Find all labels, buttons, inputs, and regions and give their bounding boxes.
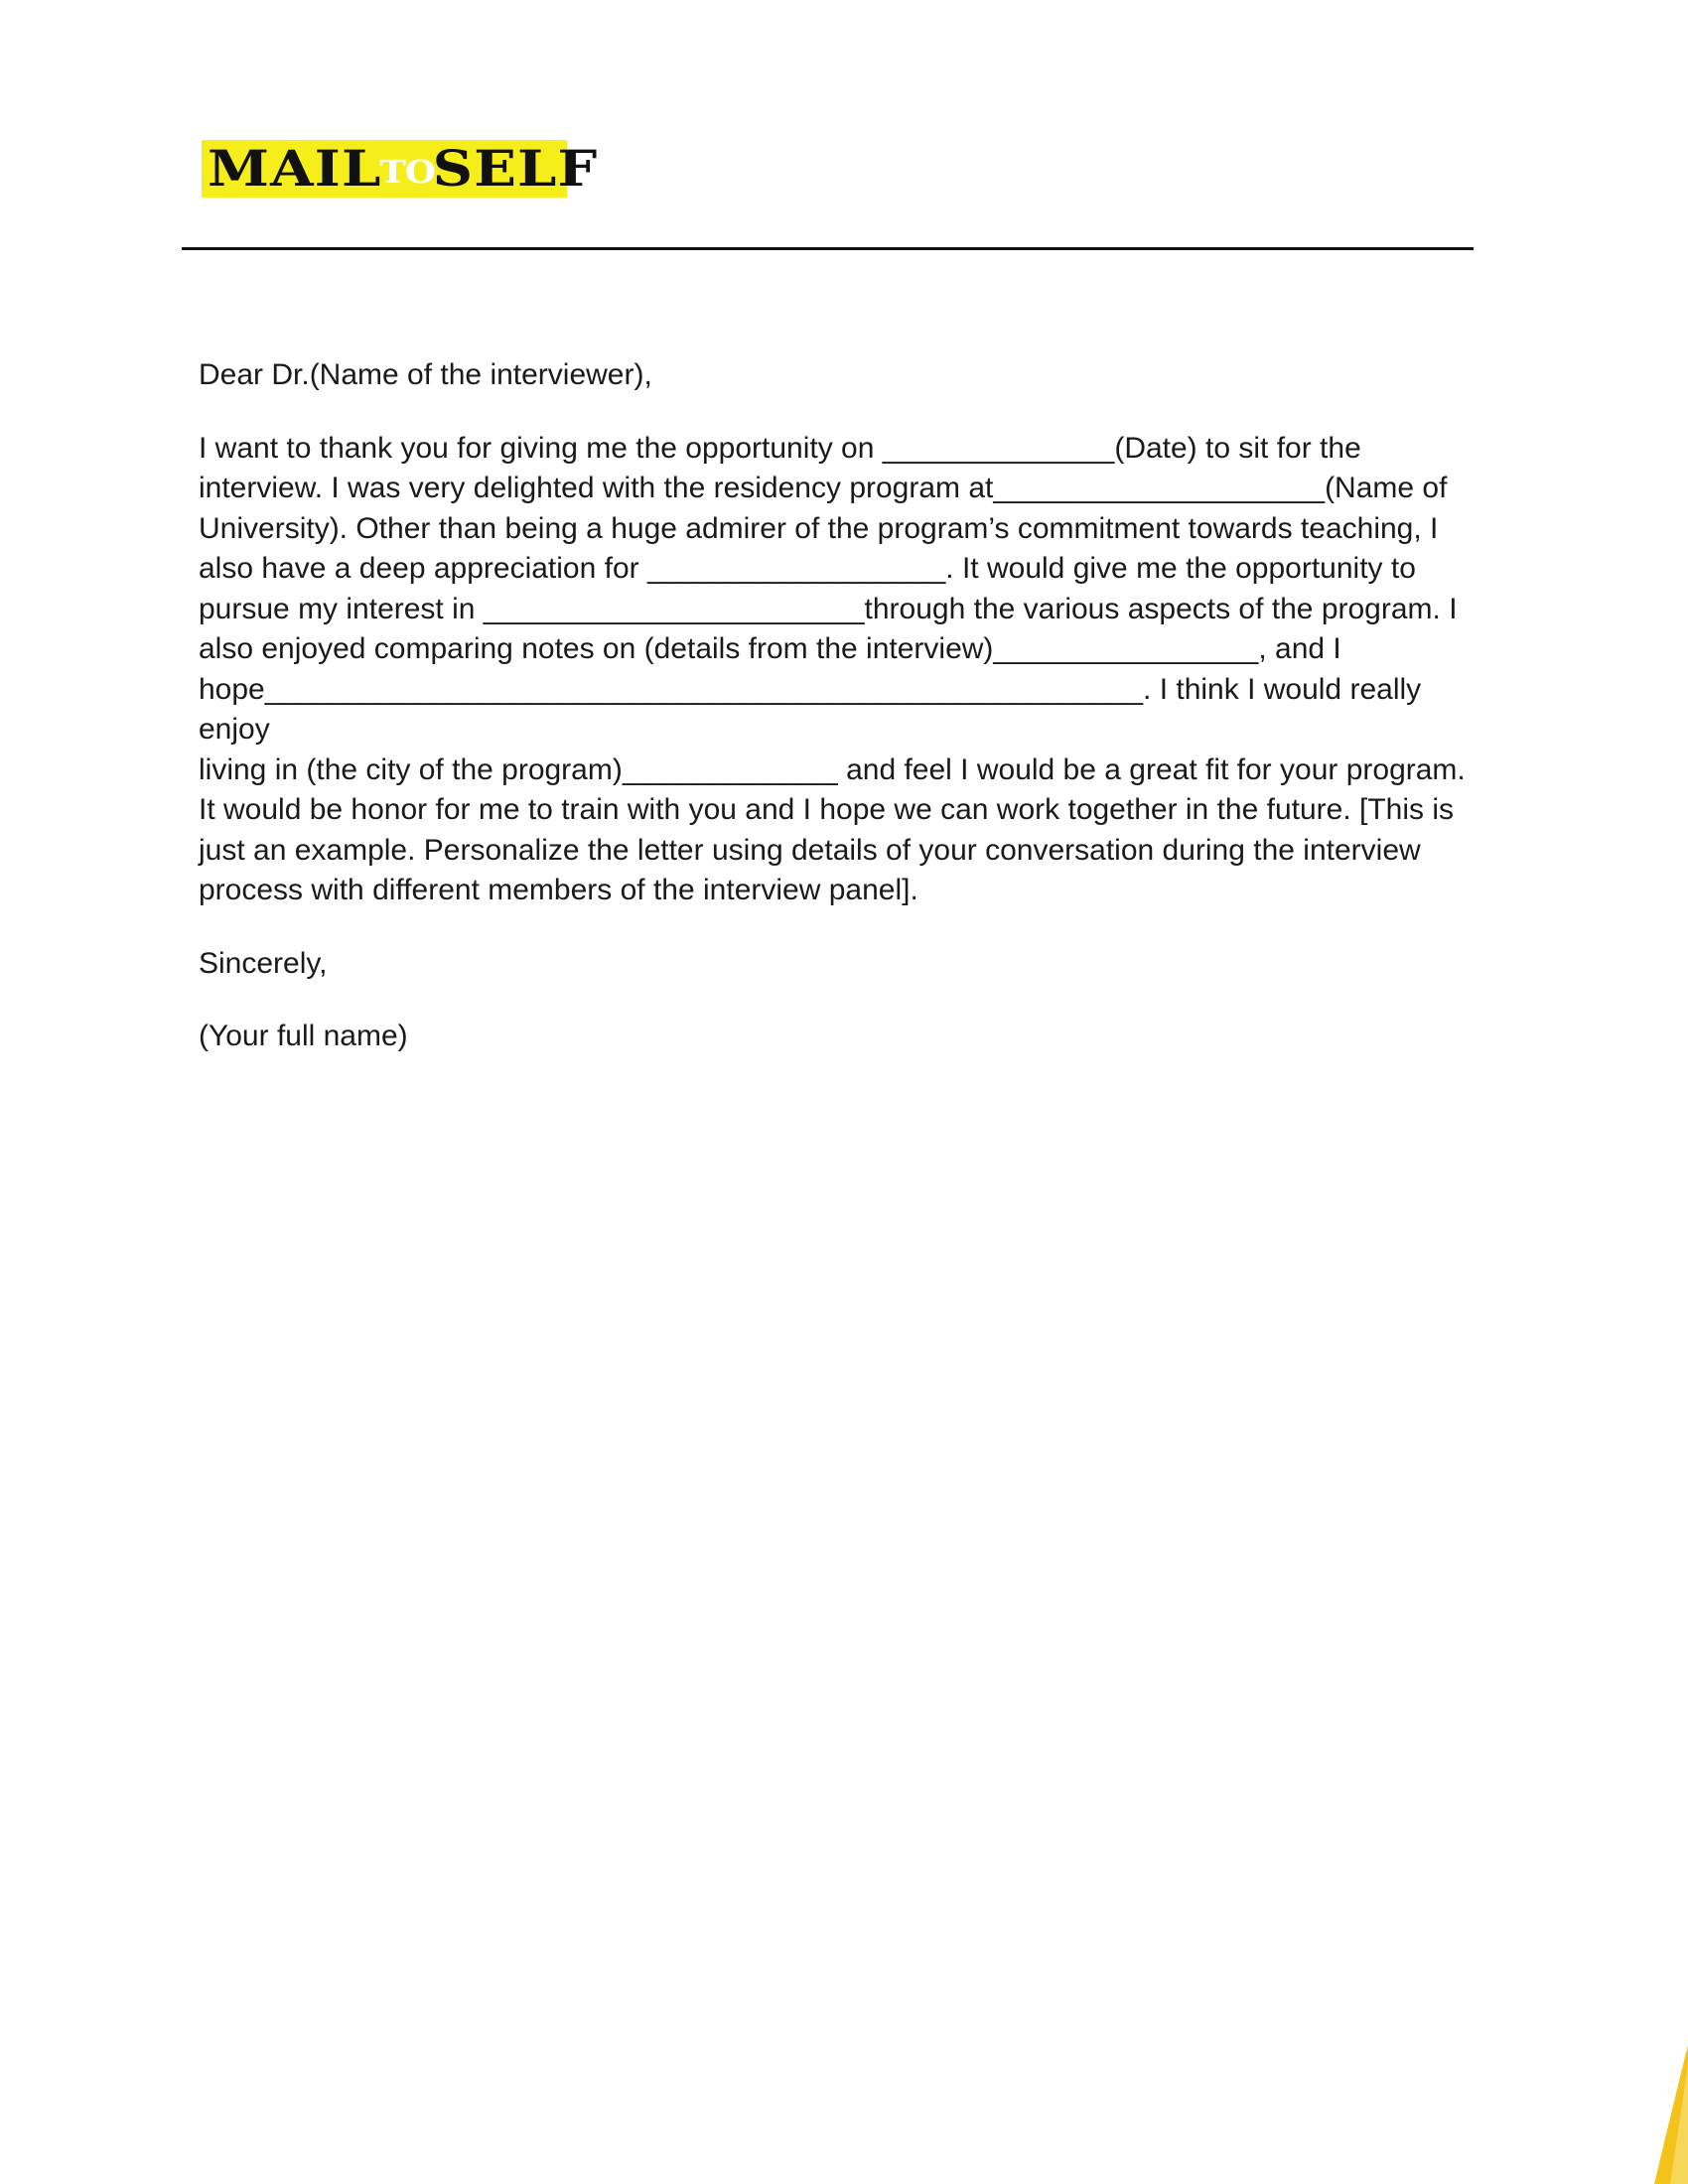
salutation: Dear Dr.(Name of the interviewer), xyxy=(199,358,652,391)
paragraph-line: also enjoyed comparing notes on (details from the interview)________________, and I xyxy=(199,632,1341,665)
paragraph-line: I want to thank you for giving me the opportunity on ______________(Date) to sit for the xyxy=(199,431,1361,465)
signature-placeholder: (Your full name) xyxy=(199,1020,408,1052)
corner-accent-shape xyxy=(1648,2045,1688,2184)
paragraph-line: pursue my interest in _______________________through the various aspects of the program. I xyxy=(199,592,1458,625)
paragraph-line: living in (the city of the program)_____________ and feel I would be a great fit for your program. xyxy=(199,752,1466,786)
letter-body xyxy=(199,355,1489,1057)
paragraph-line: It would be honor for me to train with you and I hope we can work together in the future. [This is xyxy=(199,793,1455,826)
header-divider xyxy=(182,247,1474,250)
paragraph-line: hope_____________________________________________________. I think I would really enjoy xyxy=(199,672,1422,746)
paragraph-line: also have a deep appreciation for __________________. It would give me the opportunity to xyxy=(199,552,1416,585)
closing: Sincerely, xyxy=(199,946,328,980)
letter-paragraph xyxy=(199,429,1489,911)
paragraph-line: process with different members of the interview panel]. xyxy=(199,874,918,906)
paragraph-line: interview. I was very delighted with the residency program at____________________(Name of xyxy=(199,472,1448,504)
paragraph-line: just an example. Personalize the letter using details of your conversation during the interview xyxy=(199,833,1421,867)
logo xyxy=(202,139,599,198)
paragraph-line: University). Other than being a huge admirer of the program’s commitment towards teaching, I xyxy=(199,511,1439,545)
logo-wordmark: MAILTOSELF xyxy=(208,139,599,198)
